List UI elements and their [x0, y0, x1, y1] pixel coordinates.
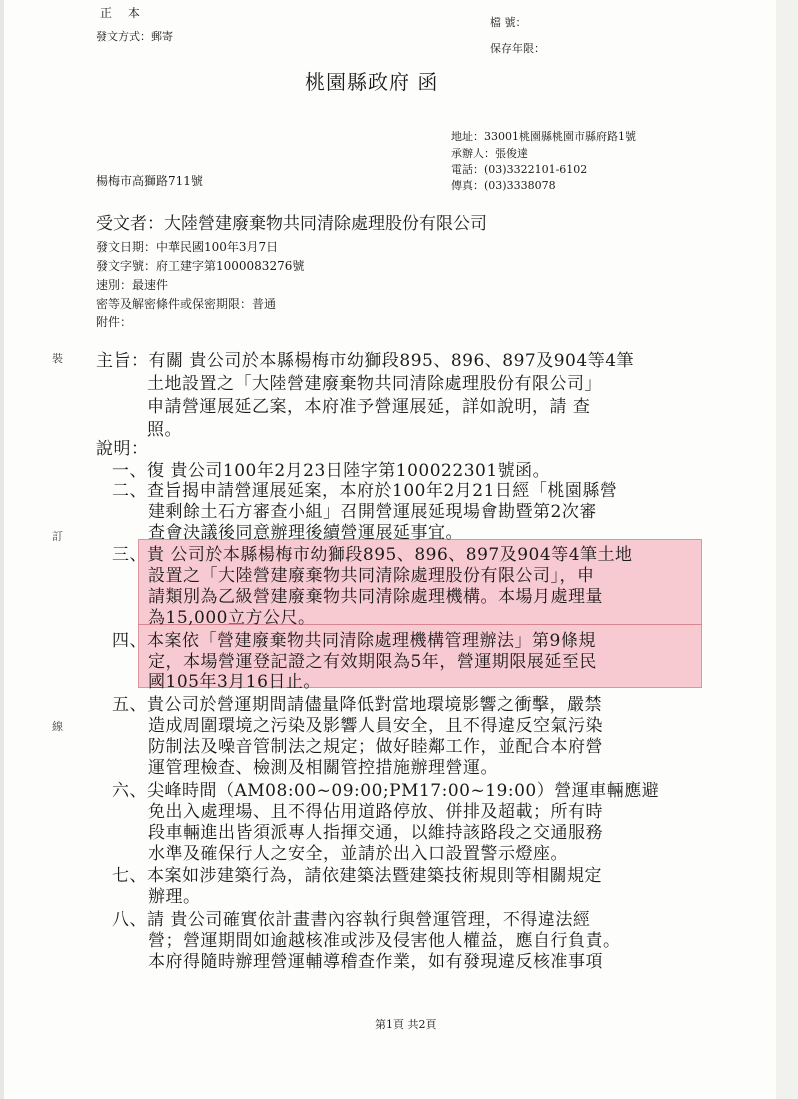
- file-number-label: 檔 號：: [490, 16, 527, 29]
- phone: 電話：(03)3322101-6102: [451, 163, 588, 176]
- recipient: 受文者：大陸營建廢棄物共同清除處理股份有限公司: [96, 214, 487, 234]
- item-line: 四、本案依「營建廢棄物共同清除處理機構管理辦法」第9條規: [112, 631, 596, 651]
- subject-line: 申請營運展延乙案，本府准予營運展延，詳如說明，請 查: [147, 397, 591, 417]
- item-line: 為15,000立方公尺。: [148, 608, 316, 628]
- page-footer: 第1頁 共2頁: [375, 1018, 437, 1031]
- binding-mark-ding: 訂: [52, 530, 63, 543]
- item-line: 運管理檢查、檢測及相關管控措施辦理營運。: [148, 758, 498, 778]
- recipient-address: 楊梅市高獅路711號: [96, 174, 203, 188]
- address: 地址：33001桃園縣桃園市縣府路1號: [451, 130, 636, 143]
- item-line: 建剩餘土石方審查小組」召開營運展延現場會勘暨第2次審: [148, 502, 597, 522]
- retention-label: 保存年限：: [490, 42, 545, 55]
- issue-date: 發文日期：中華民國100年3月7日: [96, 240, 279, 254]
- item-line: 國105年3月16日止。: [148, 672, 321, 692]
- item-line: 七、本案如涉建築行為，請依建築法暨建築技術規則等相關規定: [112, 866, 602, 886]
- item-line: 防制法及噪音管制法之規定；做好睦鄰工作，並配合本府營: [148, 737, 603, 757]
- item-line: 免出入處理場、且不得佔用道路停放、併排及超載；所有時: [148, 802, 603, 822]
- item-line: 設置之「大陸營建廢棄物共同清除處理股份有限公司」，申: [148, 566, 595, 586]
- item-line: 造成周圍環境之污染及影響人員安全，且不得違反空氣污染: [148, 716, 603, 736]
- explanation-label: 說明：: [96, 439, 149, 459]
- item-line: 三、貴 公司於本縣楊梅市幼獅段895、896、897及904等4筆土地: [112, 545, 633, 565]
- item-line: 二、查旨揭申請營運展延案，本府於100年2月21日經「桃園縣營: [112, 481, 618, 501]
- subject-line: 照。: [147, 420, 182, 440]
- item-line: 本府得隨時辦理營運輔導稽查作業，如有發現違反核准事項: [148, 952, 603, 972]
- copy-mark: 正 本: [100, 6, 146, 20]
- send-method: 發文方式：郵寄: [96, 30, 173, 43]
- item-line: 五、貴公司於營運期間請儘量降低對當地環境影響之衝擊，嚴禁: [112, 695, 602, 715]
- item-line: 查會決議後同意辦理後續營運展延事宜。: [148, 523, 463, 543]
- item-line: 請類別為乙級營建廢棄物共同清除處理機構。本場月處理量: [148, 587, 603, 607]
- security-level: 密等及解密條件或保密期限：普通: [96, 297, 277, 311]
- item-line: 水準及確保行人之安全，並請於出入口設置警示燈座。: [148, 844, 568, 864]
- item-line: 六、尖峰時間（AM08:00~09:00;PM17:00~19:00）營運車輛應避: [112, 781, 660, 801]
- scan-edge-right: [776, 0, 798, 1099]
- subject-line: 土地設置之「大陸營建廢棄物共同清除處理股份有限公司」: [147, 374, 602, 394]
- speed: 速別：最速件: [96, 278, 169, 292]
- fax: 傳真：(03)3338078: [451, 179, 556, 192]
- binding-mark-xian: 線: [52, 720, 63, 733]
- document-title: 桃園縣政府 函: [305, 70, 439, 94]
- item-line: 一、復 貴公司100年2月23日陸字第100022301號函。: [112, 461, 551, 481]
- item-line: 段車輛進出皆須派專人指揮交通，以維持該路段之交通服務: [148, 823, 603, 843]
- item-line: 營；營運期間如逾越核准或涉及侵害他人權益，應自行負責。: [148, 931, 621, 951]
- scan-edge-left: [0, 0, 4, 1099]
- item-line: 定，本場營運登記證之有效期限為5年，營運期限展延至民: [148, 652, 597, 672]
- binding-mark-zhuang: 裝: [52, 352, 63, 365]
- subject-line: 主旨：有關 貴公司於本縣楊梅市幼獅段895、896、897及904等4筆: [96, 351, 635, 371]
- handler: 承辦人：張俊達: [451, 147, 528, 160]
- attachment: 附件：: [96, 315, 133, 329]
- item-line: 辦理。: [148, 887, 201, 907]
- item-line: 八、請 貴公司確實依計畫書內容執行與營運管理，不得違法經: [112, 910, 591, 930]
- issue-number: 發文字號：府工建字第1000083276號: [96, 259, 305, 273]
